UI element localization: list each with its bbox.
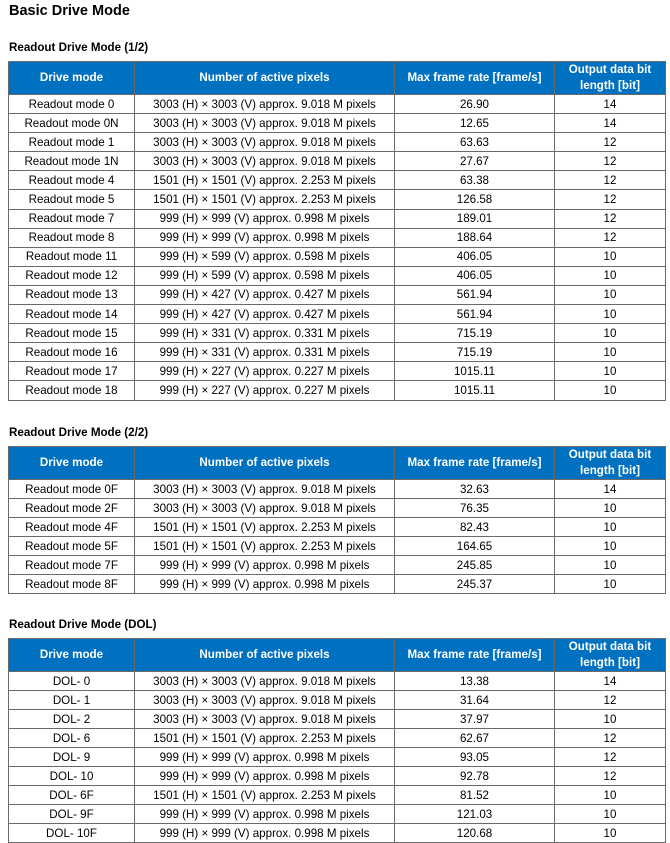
table-row (9, 691, 666, 710)
table-row (9, 729, 666, 748)
cell-max-frame-rate: 12.65 (395, 114, 555, 133)
cell-active-pixels: 999 (H) × 227 (V) approx. 0.227 M pixels (135, 381, 395, 400)
cell-active-pixels: 999 (H) × 999 (V) approx. 0.998 M pixels (135, 767, 395, 786)
cell-active-pixels: 1501 (H) × 1501 (V) approx. 2.253 M pixels (135, 518, 395, 537)
cell-drive-mode: Readout mode 0 (9, 95, 135, 114)
cell-active-pixels: 999 (H) × 999 (V) approx. 0.998 M pixels (135, 556, 395, 575)
table-row (9, 324, 666, 343)
cell-active-pixels: 999 (H) × 999 (V) approx. 0.998 M pixels (135, 824, 395, 843)
header-output-bit-length: Output data bit length [bit] (555, 447, 666, 480)
cell-max-frame-rate: 32.63 (395, 480, 555, 499)
cell-max-frame-rate: 189.01 (395, 209, 555, 228)
cell-output-bit-length: 10 (555, 266, 666, 285)
cell-drive-mode: Readout mode 4 (9, 171, 135, 190)
cell-drive-mode: DOL- 2 (9, 710, 135, 729)
table-row (9, 285, 666, 304)
cell-max-frame-rate: 561.94 (395, 285, 555, 304)
cell-output-bit-length: 14 (555, 114, 666, 133)
table-readout-dol (8, 638, 666, 843)
cell-active-pixels: 999 (H) × 599 (V) approx. 0.598 M pixels (135, 266, 395, 285)
cell-max-frame-rate: 13.38 (395, 672, 555, 691)
header-active-pixels: Number of active pixels (135, 639, 395, 672)
cell-max-frame-rate: 561.94 (395, 305, 555, 324)
table-row (9, 537, 666, 556)
header-max-frame-rate: Max frame rate [frame/s] (395, 447, 555, 480)
table-row (9, 266, 666, 285)
cell-output-bit-length: 14 (555, 672, 666, 691)
cell-active-pixels: 3003 (H) × 3003 (V) approx. 9.018 M pixels (135, 152, 395, 171)
cell-max-frame-rate: 245.85 (395, 556, 555, 575)
table-row (9, 556, 666, 575)
cell-output-bit-length: 10 (555, 499, 666, 518)
cell-output-bit-length: 10 (555, 381, 666, 400)
table-row (9, 171, 666, 190)
cell-active-pixels: 1501 (H) × 1501 (V) approx. 2.253 M pixels (135, 729, 395, 748)
cell-drive-mode: DOL- 9 (9, 748, 135, 767)
cell-max-frame-rate: 406.05 (395, 247, 555, 266)
cell-drive-mode: Readout mode 7F (9, 556, 135, 575)
cell-drive-mode: Readout mode 15 (9, 324, 135, 343)
table-row (9, 152, 666, 171)
cell-active-pixels: 999 (H) × 427 (V) approx. 0.427 M pixels (135, 305, 395, 324)
cell-active-pixels: 3003 (H) × 3003 (V) approx. 9.018 M pixels (135, 133, 395, 152)
cell-active-pixels: 999 (H) × 999 (V) approx. 0.998 M pixels (135, 209, 395, 228)
table-row (9, 518, 666, 537)
cell-active-pixels: 3003 (H) × 3003 (V) approx. 9.018 M pixels (135, 672, 395, 691)
table-row (9, 362, 666, 381)
cell-max-frame-rate: 1015.11 (395, 362, 555, 381)
cell-output-bit-length: 12 (555, 691, 666, 710)
cell-output-bit-length: 10 (555, 537, 666, 556)
table-row (9, 343, 666, 362)
cell-max-frame-rate: 31.64 (395, 691, 555, 710)
table-row (9, 710, 666, 729)
cell-active-pixels: 999 (H) × 999 (V) approx. 0.998 M pixels (135, 805, 395, 824)
cell-output-bit-length: 10 (555, 518, 666, 537)
table-readout-2 (8, 446, 666, 594)
cell-max-frame-rate: 245.37 (395, 575, 555, 594)
cell-max-frame-rate: 76.35 (395, 499, 555, 518)
cell-output-bit-length: 10 (555, 556, 666, 575)
cell-drive-mode: DOL- 6 (9, 729, 135, 748)
cell-active-pixels: 999 (H) × 227 (V) approx. 0.227 M pixels (135, 362, 395, 381)
cell-max-frame-rate: 126.58 (395, 190, 555, 209)
table-readout-1 (8, 61, 666, 401)
table-row (9, 805, 666, 824)
cell-max-frame-rate: 37.97 (395, 710, 555, 729)
cell-active-pixels: 999 (H) × 599 (V) approx. 0.598 M pixels (135, 247, 395, 266)
table-row (9, 190, 666, 209)
cell-output-bit-length: 12 (555, 171, 666, 190)
cell-drive-mode: Readout mode 4F (9, 518, 135, 537)
table-row (9, 499, 666, 518)
cell-active-pixels: 999 (H) × 999 (V) approx. 0.998 M pixels (135, 748, 395, 767)
cell-active-pixels: 999 (H) × 331 (V) approx. 0.331 M pixels (135, 343, 395, 362)
cell-output-bit-length: 10 (555, 710, 666, 729)
table-row (9, 748, 666, 767)
cell-drive-mode: Readout mode 8 (9, 228, 135, 247)
cell-max-frame-rate: 188.64 (395, 228, 555, 247)
cell-output-bit-length: 10 (555, 343, 666, 362)
cell-drive-mode: Readout mode 1 (9, 133, 135, 152)
table-row (9, 767, 666, 786)
cell-output-bit-length: 10 (555, 575, 666, 594)
cell-output-bit-length: 12 (555, 767, 666, 786)
cell-max-frame-rate: 27.67 (395, 152, 555, 171)
table-row (9, 381, 666, 400)
cell-drive-mode: DOL- 9F (9, 805, 135, 824)
cell-active-pixels: 3003 (H) × 3003 (V) approx. 9.018 M pixels (135, 114, 395, 133)
cell-max-frame-rate: 164.65 (395, 537, 555, 556)
cell-active-pixels: 999 (H) × 999 (V) approx. 0.998 M pixels (135, 575, 395, 594)
cell-max-frame-rate: 1015.11 (395, 381, 555, 400)
table-row (9, 228, 666, 247)
cell-active-pixels: 3003 (H) × 3003 (V) approx. 9.018 M pixels (135, 691, 395, 710)
table-row (9, 305, 666, 324)
table-row (9, 209, 666, 228)
cell-drive-mode: DOL- 0 (9, 672, 135, 691)
section-title-readout-1: Readout Drive Mode (1/2) (9, 41, 149, 54)
cell-active-pixels: 1501 (H) × 1501 (V) approx. 2.253 M pixels (135, 537, 395, 556)
cell-drive-mode: Readout mode 0N (9, 114, 135, 133)
page-title: Basic Drive Mode (9, 3, 130, 19)
cell-output-bit-length: 10 (555, 324, 666, 343)
header-active-pixels: Number of active pixels (135, 62, 395, 95)
cell-drive-mode: DOL- 10F (9, 824, 135, 843)
cell-output-bit-length: 10 (555, 824, 666, 843)
table-row (9, 480, 666, 499)
section-title-readout-dol: Readout Drive Mode (DOL) (9, 618, 157, 631)
cell-output-bit-length: 12 (555, 228, 666, 247)
cell-max-frame-rate: 63.63 (395, 133, 555, 152)
cell-output-bit-length: 12 (555, 152, 666, 171)
cell-active-pixels: 1501 (H) × 1501 (V) approx. 2.253 M pixels (135, 786, 395, 805)
cell-drive-mode: Readout mode 18 (9, 381, 135, 400)
table-row (9, 95, 666, 114)
header-drive-mode: Drive mode (9, 62, 135, 95)
table-row (9, 114, 666, 133)
cell-output-bit-length: 10 (555, 805, 666, 824)
table-header-row (9, 447, 666, 480)
table-row (9, 824, 666, 843)
cell-max-frame-rate: 62.67 (395, 729, 555, 748)
cell-active-pixels: 1501 (H) × 1501 (V) approx. 2.253 M pixels (135, 190, 395, 209)
cell-output-bit-length: 14 (555, 95, 666, 114)
cell-drive-mode: Readout mode 11 (9, 247, 135, 266)
table-row (9, 247, 666, 266)
cell-drive-mode: Readout mode 8F (9, 575, 135, 594)
cell-output-bit-length: 12 (555, 133, 666, 152)
header-drive-mode: Drive mode (9, 639, 135, 672)
cell-active-pixels: 1501 (H) × 1501 (V) approx. 2.253 M pixels (135, 171, 395, 190)
cell-drive-mode: DOL- 10 (9, 767, 135, 786)
cell-drive-mode: Readout mode 13 (9, 285, 135, 304)
cell-output-bit-length: 14 (555, 480, 666, 499)
cell-drive-mode: DOL- 6F (9, 786, 135, 805)
cell-max-frame-rate: 81.52 (395, 786, 555, 805)
cell-drive-mode: Readout mode 0F (9, 480, 135, 499)
cell-output-bit-length: 12 (555, 190, 666, 209)
cell-drive-mode: Readout mode 1N (9, 152, 135, 171)
section-title-readout-2: Readout Drive Mode (2/2) (9, 426, 149, 439)
cell-drive-mode: Readout mode 5 (9, 190, 135, 209)
cell-max-frame-rate: 82.43 (395, 518, 555, 537)
cell-output-bit-length: 10 (555, 247, 666, 266)
cell-output-bit-length: 12 (555, 729, 666, 748)
table-header-row (9, 62, 666, 95)
cell-drive-mode: Readout mode 16 (9, 343, 135, 362)
cell-max-frame-rate: 63.38 (395, 171, 555, 190)
cell-max-frame-rate: 92.78 (395, 767, 555, 786)
header-drive-mode: Drive mode (9, 447, 135, 480)
table-row (9, 575, 666, 594)
cell-active-pixels: 3003 (H) × 3003 (V) approx. 9.018 M pixels (135, 95, 395, 114)
cell-drive-mode: Readout mode 7 (9, 209, 135, 228)
cell-max-frame-rate: 121.03 (395, 805, 555, 824)
cell-drive-mode: DOL- 1 (9, 691, 135, 710)
table-row (9, 672, 666, 691)
cell-drive-mode: Readout mode 17 (9, 362, 135, 381)
header-output-bit-length: Output data bit length [bit] (555, 62, 666, 95)
cell-active-pixels: 999 (H) × 999 (V) approx. 0.998 M pixels (135, 228, 395, 247)
table-row (9, 133, 666, 152)
cell-max-frame-rate: 93.05 (395, 748, 555, 767)
table-header-row (9, 639, 666, 672)
cell-output-bit-length: 10 (555, 362, 666, 381)
cell-max-frame-rate: 715.19 (395, 324, 555, 343)
cell-drive-mode: Readout mode 2F (9, 499, 135, 518)
cell-max-frame-rate: 406.05 (395, 266, 555, 285)
cell-active-pixels: 999 (H) × 331 (V) approx. 0.331 M pixels (135, 324, 395, 343)
cell-output-bit-length: 12 (555, 209, 666, 228)
table-row (9, 786, 666, 805)
cell-drive-mode: Readout mode 12 (9, 266, 135, 285)
cell-drive-mode: Readout mode 5F (9, 537, 135, 556)
cell-max-frame-rate: 715.19 (395, 343, 555, 362)
cell-output-bit-length: 10 (555, 786, 666, 805)
header-active-pixels: Number of active pixels (135, 447, 395, 480)
header-max-frame-rate: Max frame rate [frame/s] (395, 639, 555, 672)
cell-output-bit-length: 12 (555, 748, 666, 767)
cell-active-pixels: 3003 (H) × 3003 (V) approx. 9.018 M pixels (135, 480, 395, 499)
cell-active-pixels: 3003 (H) × 3003 (V) approx. 9.018 M pixels (135, 710, 395, 729)
header-output-bit-length: Output data bit length [bit] (555, 639, 666, 672)
cell-active-pixels: 3003 (H) × 3003 (V) approx. 9.018 M pixels (135, 499, 395, 518)
cell-active-pixels: 999 (H) × 427 (V) approx. 0.427 M pixels (135, 285, 395, 304)
cell-max-frame-rate: 120.68 (395, 824, 555, 843)
cell-max-frame-rate: 26.90 (395, 95, 555, 114)
cell-drive-mode: Readout mode 14 (9, 305, 135, 324)
cell-output-bit-length: 10 (555, 305, 666, 324)
header-max-frame-rate: Max frame rate [frame/s] (395, 62, 555, 95)
cell-output-bit-length: 10 (555, 285, 666, 304)
